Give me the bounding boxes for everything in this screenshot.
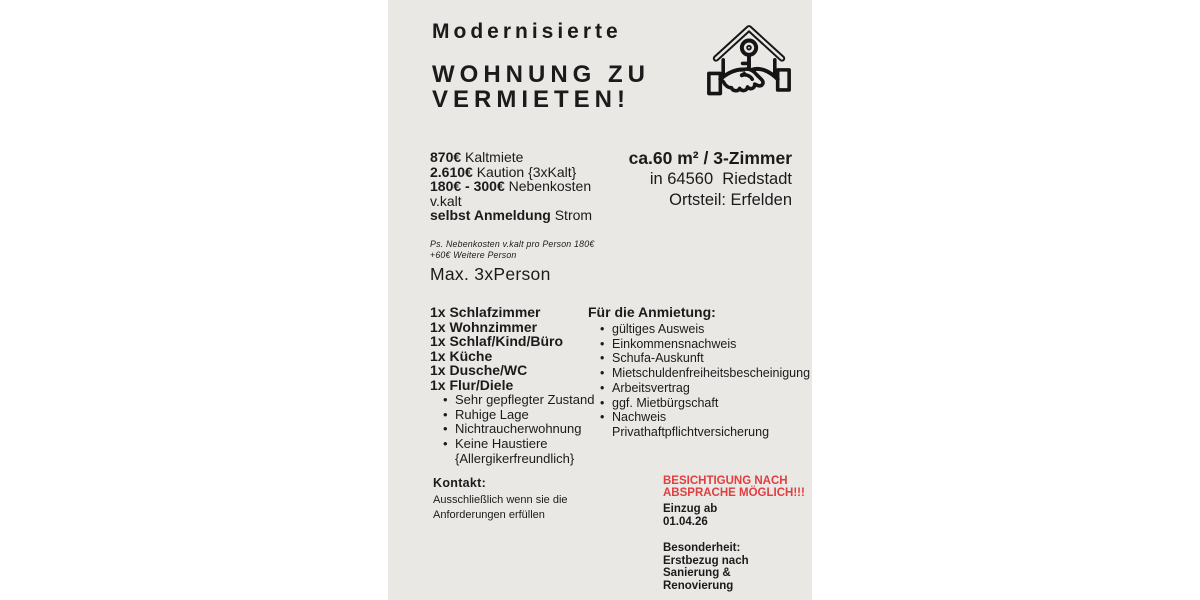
feature-item: • Ruhige Lage	[442, 408, 606, 423]
flyer-title-line1: WOHNUNG ZU	[432, 61, 650, 88]
feature-item: • Keine Haustiere {Allergikerfreundlich}	[442, 437, 606, 466]
footnote-line1: Ps. Nebenkosten v.kalt pro Person 180€	[430, 239, 595, 249]
rooms-list	[430, 305, 563, 393]
flyer-subtitle: Modernisierte	[432, 20, 622, 43]
footnote-line2: +60€ Weitere Person	[430, 249, 517, 260]
city-line: in 64560 Riedstadt	[649, 170, 792, 188]
requirement-item: • ggf. Mietbürgschaft	[599, 396, 804, 411]
property-summary	[629, 148, 792, 211]
requirement-item: • Arbeitsvertrag	[599, 381, 804, 396]
requirements-section	[588, 304, 811, 440]
requirements-title: Für die Anmietung:	[588, 304, 716, 320]
move-in-label: Einzug ab	[663, 503, 718, 515]
rental-flyer	[388, 0, 812, 600]
requirement-item: • Mietschuldenfreiheitsbescheinigung	[599, 366, 804, 381]
price-line: v.kalt	[430, 192, 462, 209]
price-line: 180€ - 300€ Nebenkosten	[430, 178, 592, 194]
room-item: 1x Wohnzimmer	[430, 318, 538, 335]
flyer-title	[432, 62, 650, 112]
pricing-footnote	[430, 239, 594, 260]
room-item: 1x Flur/Diele	[430, 376, 514, 393]
room-item: 1x Dusche/WC	[430, 362, 528, 379]
flyer-title-line2: VERMIETEN!	[432, 86, 631, 113]
price-line: 870€ Kaltmiete	[430, 149, 524, 165]
size-rooms: ca.60 m² / 3-Zimmer	[628, 148, 792, 168]
price-line: 2.610€ Kaution {3xKalt}	[430, 163, 577, 180]
viewing-section	[663, 476, 808, 592]
room-item: 1x Schlafzimmer	[430, 304, 541, 320]
contact-note: Ausschließlich wenn sie die Anforderungen erfüllen	[433, 494, 568, 521]
room-item: 1x Küche	[430, 347, 493, 364]
feature-item: • Nichtraucherwohnung	[442, 422, 606, 437]
viewing-notice-line1: BESICHTIGUNG NACH	[663, 475, 788, 487]
feature-item: • Sehr gepflegter Zustand	[442, 393, 606, 408]
contact-title: Kontakt:	[433, 476, 487, 490]
requirement-item: • Einkommensnachweis	[599, 337, 804, 352]
pricing-details	[430, 150, 592, 223]
room-item: 1x Schlaf/Kind/Büro	[430, 333, 564, 350]
requirements-list	[599, 322, 811, 440]
special-note: Besonderheit: Erstbezug nach Sanierung & Renovierung	[663, 542, 749, 592]
requirement-item: • gültiges Ausweis	[599, 322, 804, 337]
price-line: selbst Anmeldung Strom	[430, 207, 593, 223]
district-line: Ortsteil: Erfelden	[669, 191, 792, 209]
requirement-item: • Nachweis Privathaftpflichtversicherung	[599, 410, 804, 439]
requirement-item: • Schufa-Auskunft	[599, 351, 804, 366]
max-persons-note: Max. 3xPerson	[430, 264, 551, 284]
house-key-handshake-icon	[706, 13, 792, 111]
move-in-date: 01.04.26	[663, 515, 708, 528]
viewing-notice-line2: ABSPRACHE MÖGLICH!!!	[663, 486, 805, 499]
contact-section	[433, 476, 635, 522]
features-list	[442, 393, 606, 467]
